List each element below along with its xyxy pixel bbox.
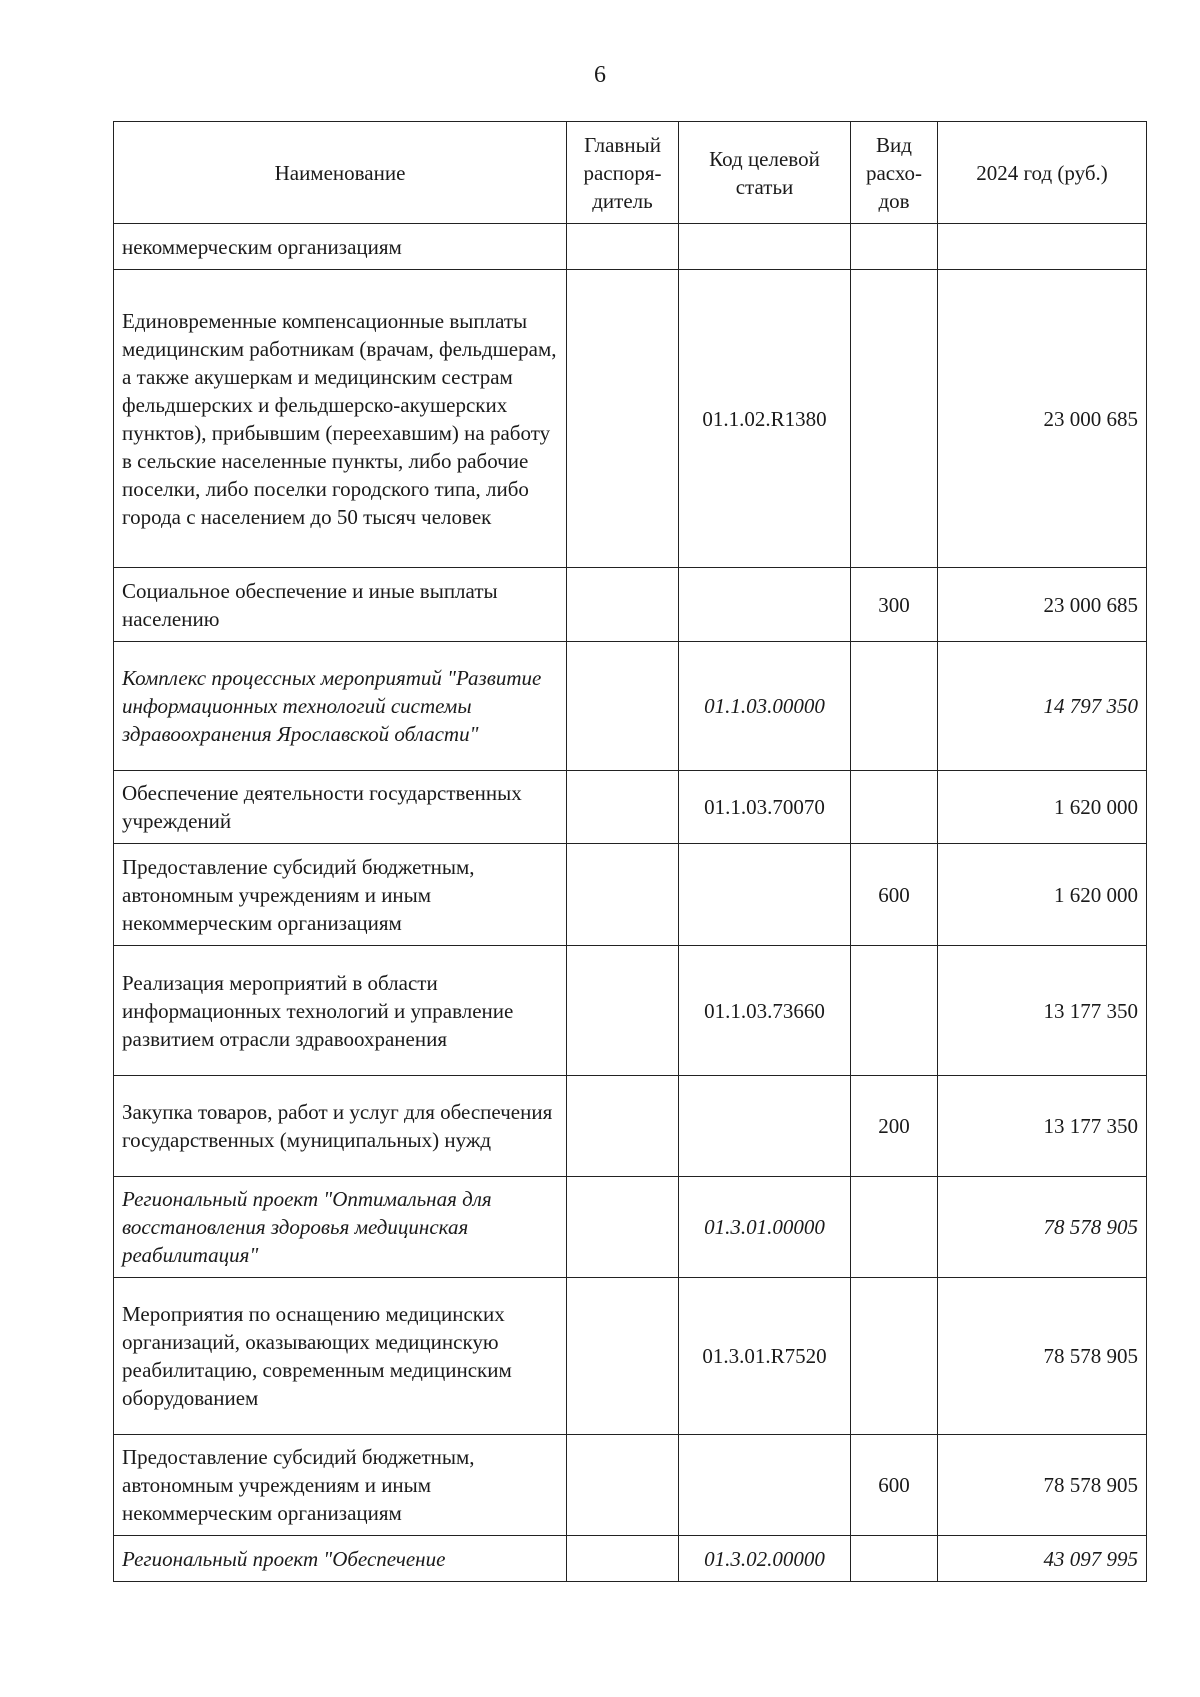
- table-row: [114, 1435, 1147, 1536]
- table-row: [114, 946, 1147, 1076]
- row-kind: [851, 642, 938, 771]
- table-row: [114, 1278, 1147, 1435]
- row-code: [679, 568, 851, 642]
- page-number: 6: [594, 62, 606, 88]
- row-kind: [851, 270, 938, 568]
- row-name: Реализация мероприятий в области информационных технологий и управление развитием отрасли здравоохранения: [114, 946, 567, 1076]
- row-name: Социальное обеспечение и иные выплаты населению: [114, 568, 567, 642]
- row-amount: 1 620 000: [938, 844, 1147, 946]
- row-amount: 23 000 685: [938, 270, 1147, 568]
- row-kind: [851, 224, 938, 270]
- row-code: 01.3.01.R7520: [679, 1278, 851, 1435]
- row-code: 01.1.03.00000: [679, 642, 851, 771]
- row-code: 01.3.02.00000: [679, 1536, 851, 1582]
- row-kind: [851, 946, 938, 1076]
- row-code: [679, 224, 851, 270]
- row-amount: 78 578 905: [938, 1435, 1147, 1536]
- row-amount: 14 797 350: [938, 642, 1147, 771]
- row-name: Предоставление субсидий бюджетным, автономным учреждениям и иным некоммерческим организациям: [114, 1435, 567, 1536]
- row-name: Региональный проект "Обеспечение: [114, 1536, 567, 1582]
- row-code: [679, 844, 851, 946]
- row-kind: 600: [851, 844, 938, 946]
- header-code: Код целевой статьи: [679, 122, 851, 224]
- table-row: [114, 1076, 1147, 1177]
- row-code: 01.1.03.70070: [679, 771, 851, 844]
- header-name: Наименование: [114, 122, 567, 224]
- row-amount: 1 620 000: [938, 771, 1147, 844]
- header-kind: Вид расхо-дов: [851, 122, 938, 224]
- table-header-row: [114, 122, 1147, 224]
- table-row: [114, 771, 1147, 844]
- row-grbs: [567, 1278, 679, 1435]
- row-code: 01.1.03.73660: [679, 946, 851, 1076]
- row-kind: [851, 771, 938, 844]
- row-kind: 200: [851, 1076, 938, 1177]
- budget-table: [113, 121, 1147, 1582]
- row-kind: 300: [851, 568, 938, 642]
- table-row: [114, 1536, 1147, 1582]
- row-code: 01.1.02.R1380: [679, 270, 851, 568]
- row-grbs: [567, 1177, 679, 1278]
- row-amount: [938, 224, 1147, 270]
- row-code: [679, 1076, 851, 1177]
- row-amount: 78 578 905: [938, 1177, 1147, 1278]
- table-row: [114, 224, 1147, 270]
- table-row: [114, 642, 1147, 771]
- row-code: [679, 1435, 851, 1536]
- table-row: [114, 270, 1147, 568]
- row-grbs: [567, 946, 679, 1076]
- row-grbs: [567, 568, 679, 642]
- row-amount: 13 177 350: [938, 1076, 1147, 1177]
- row-grbs: [567, 771, 679, 844]
- row-amount: 13 177 350: [938, 946, 1147, 1076]
- row-grbs: [567, 844, 679, 946]
- table-row: [114, 568, 1147, 642]
- row-name: Обеспечение деятельности государственных учреждений: [114, 771, 567, 844]
- row-name: Предоставление субсидий бюджетным, автономным учреждениям и иным некоммерческим организациям: [114, 844, 567, 946]
- row-grbs: [567, 1435, 679, 1536]
- row-grbs: [567, 1076, 679, 1177]
- row-amount: 43 097 995: [938, 1536, 1147, 1582]
- row-name: некоммерческим организациям: [114, 224, 567, 270]
- table-row: [114, 1177, 1147, 1278]
- row-name: Единовременные компенсационные выплаты медицинским работникам (врачам, фельдшерам, а также акушеркам и медицинским сестрам фельдшерских и фельдшерско-акушерских пунктов), прибывшим (переехавшим) на работу в сельские населенные пункты, либо рабочие поселки, либо поселки городского типа, либо города с населением до 50 тысяч человек: [114, 270, 567, 568]
- row-grbs: [567, 642, 679, 771]
- row-name: Региональный проект "Оптимальная для восстановления здоровья медицинская реабилитация": [114, 1177, 567, 1278]
- row-kind: [851, 1177, 938, 1278]
- row-kind: [851, 1278, 938, 1435]
- row-kind: [851, 1536, 938, 1582]
- row-kind: 600: [851, 1435, 938, 1536]
- table-row: [114, 844, 1147, 946]
- row-amount: 23 000 685: [938, 568, 1147, 642]
- row-name: Закупка товаров, работ и услуг для обеспечения государственных (муниципальных) нужд: [114, 1076, 567, 1177]
- row-name: Мероприятия по оснащению медицинских организаций, оказывающих медицинскую реабилитацию, современным медицинским оборудованием: [114, 1278, 567, 1435]
- row-grbs: [567, 224, 679, 270]
- row-name: Комплекс процессных мероприятий "Развитие информационных технологий системы здравоохранения Ярославской области": [114, 642, 567, 771]
- row-grbs: [567, 270, 679, 568]
- row-amount: 78 578 905: [938, 1278, 1147, 1435]
- row-code: 01.3.01.00000: [679, 1177, 851, 1278]
- header-amount: 2024 год (руб.): [938, 122, 1147, 224]
- row-grbs: [567, 1536, 679, 1582]
- header-grbs: Главный распоря-дитель: [567, 122, 679, 224]
